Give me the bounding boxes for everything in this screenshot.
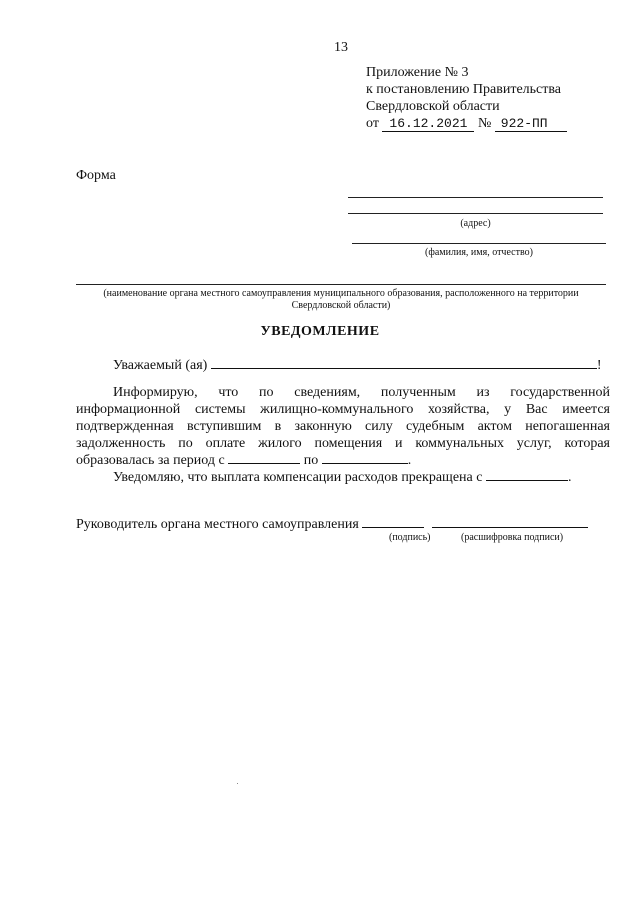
signature-row [76,516,588,533]
termination-text: Уведомляю, что выплата компенсации расходов прекращена с [113,470,483,485]
page-number: 13 [334,40,348,55]
period-end-dot: . [407,453,412,468]
termination-dot: . [567,470,572,485]
decode-caption: (расшифровка подписи) [461,532,564,543]
period-end-blank [322,452,408,464]
number-sign: № [477,116,492,131]
recipient-line-2 [348,213,603,214]
resolution-number: 922-ПП [495,117,567,132]
org-caption: (наименование органа местного самоуправления муниципального образования, расположенного на территории Свердловской области) [103,288,579,311]
recipient-line-1 [348,197,603,198]
scan-speck [237,783,238,784]
signatory-label: Руководитель органа местного самоуправления [76,517,359,532]
signature-blank [362,516,424,528]
appendix-date-line [366,115,567,132]
form-label: Форма [76,168,116,183]
period-start-blank [228,452,300,464]
appendix-title: Приложение № 3 [366,65,469,80]
document-title: УВЕДОМЛЕНИЕ [260,324,380,339]
termination-paragraph [76,469,610,486]
date-prefix: от [366,116,379,131]
signature-decode-blank [432,516,588,528]
fio-caption: (фамилия, имя, отчество) [425,247,533,258]
greeting-suffix: ! [596,358,602,373]
signature-caption: (подпись) [389,532,431,543]
period-to-label: по [303,453,319,468]
appendix-region: Свердловской области [366,99,500,114]
address-caption: (адрес) [460,218,491,229]
debt-paragraph [76,384,610,469]
greeting-prefix: Уважаемый (ая) [113,358,208,373]
appendix-header [366,64,567,132]
recipient-name-blank [211,356,597,369]
fio-line [352,243,606,244]
greeting-line [113,356,601,374]
notice-body [76,384,610,486]
appendix-resolution: к постановлению Правительства [366,82,562,97]
termination-date-blank [486,469,568,481]
org-line [76,284,606,285]
debt-paragraph-text: Информирую, что по сведениям, полученным из государственной информационной системы жилищно-коммунального хозяйства, у Вас имеется подтвержденная вступившим в законную силу судебным актом непогашенная задолженность по оплате жилого помещения и коммунальных услуг, которая образовалась за период с [76,385,610,468]
resolution-date: 16.12.2021 [382,117,474,132]
